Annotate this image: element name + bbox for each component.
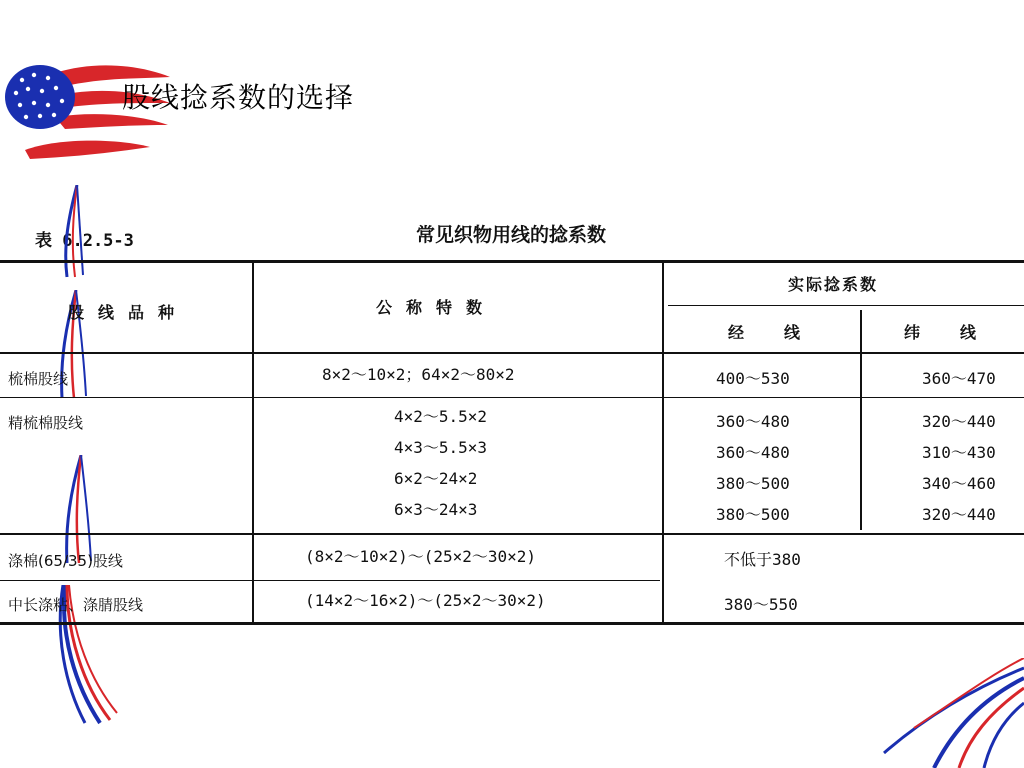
header-variety: 股线品种 xyxy=(68,303,189,322)
row-weft-group xyxy=(922,406,996,530)
table-bottom-rule xyxy=(0,622,1024,625)
row-warp: 400～530 xyxy=(716,369,790,388)
fireworks-decoration xyxy=(874,658,1024,768)
row-tex-group xyxy=(394,401,487,525)
row-warp-group xyxy=(716,406,790,530)
row-rule xyxy=(0,533,1024,535)
column-divider xyxy=(252,262,254,624)
row-tex: 4×2～5.5×2 xyxy=(394,407,488,426)
row-tex: (14×2～16×2)～(25×2～30×2) xyxy=(305,591,546,610)
header-weft: 纬线 xyxy=(904,323,1017,342)
column-divider xyxy=(860,310,862,530)
row-variety: 梳棉股线 xyxy=(8,370,69,388)
row-variety: 精梳棉股线 xyxy=(8,414,84,432)
row-tex: 8×2～10×2；64×2～80×2 xyxy=(322,365,515,384)
row-weft: 340～460 xyxy=(922,474,996,493)
row-tex: 6×3～24×3 xyxy=(394,500,478,519)
table-label: 表 6.2.5-3 xyxy=(35,231,134,251)
row-weft: 360～470 xyxy=(922,369,996,388)
row-merged: 380～550 xyxy=(724,595,798,614)
slide-title: 股线捻系数的选择 xyxy=(122,81,355,114)
header-actual-twist: 实际捻系数 xyxy=(788,275,879,294)
row-variety: 中长涤粘、涤腈股线 xyxy=(8,596,144,614)
row-warp: 360～480 xyxy=(716,443,790,462)
row-weft: 310～430 xyxy=(922,443,996,462)
row-rule xyxy=(0,580,660,581)
header-nominal-tex: 公称特数 xyxy=(376,298,497,317)
table-title: 常见织物用线的捻系数 xyxy=(416,224,607,246)
row-rule xyxy=(0,397,1024,398)
header-bottom-rule xyxy=(0,352,1024,354)
header-sub-rule xyxy=(668,305,1024,306)
row-warp: 380～500 xyxy=(716,505,790,524)
row-warp: 380～500 xyxy=(716,474,790,493)
row-tex: 6×2～24×2 xyxy=(394,469,478,488)
row-tex: (8×2～10×2)～(25×2～30×2) xyxy=(305,547,537,566)
tassel-decoration xyxy=(55,185,95,280)
row-tex: 4×3～5.5×3 xyxy=(394,438,488,457)
table-top-rule xyxy=(0,260,1024,263)
row-merged: 不低于380 xyxy=(724,550,801,569)
row-variety: 涤棉(65/35)股线 xyxy=(8,552,123,570)
column-divider xyxy=(662,262,664,624)
header-warp: 经线 xyxy=(728,323,841,342)
row-weft: 320～440 xyxy=(922,505,996,524)
tassel-decoration xyxy=(55,455,100,565)
row-weft: 320～440 xyxy=(922,412,996,431)
row-warp: 360～480 xyxy=(716,412,790,431)
